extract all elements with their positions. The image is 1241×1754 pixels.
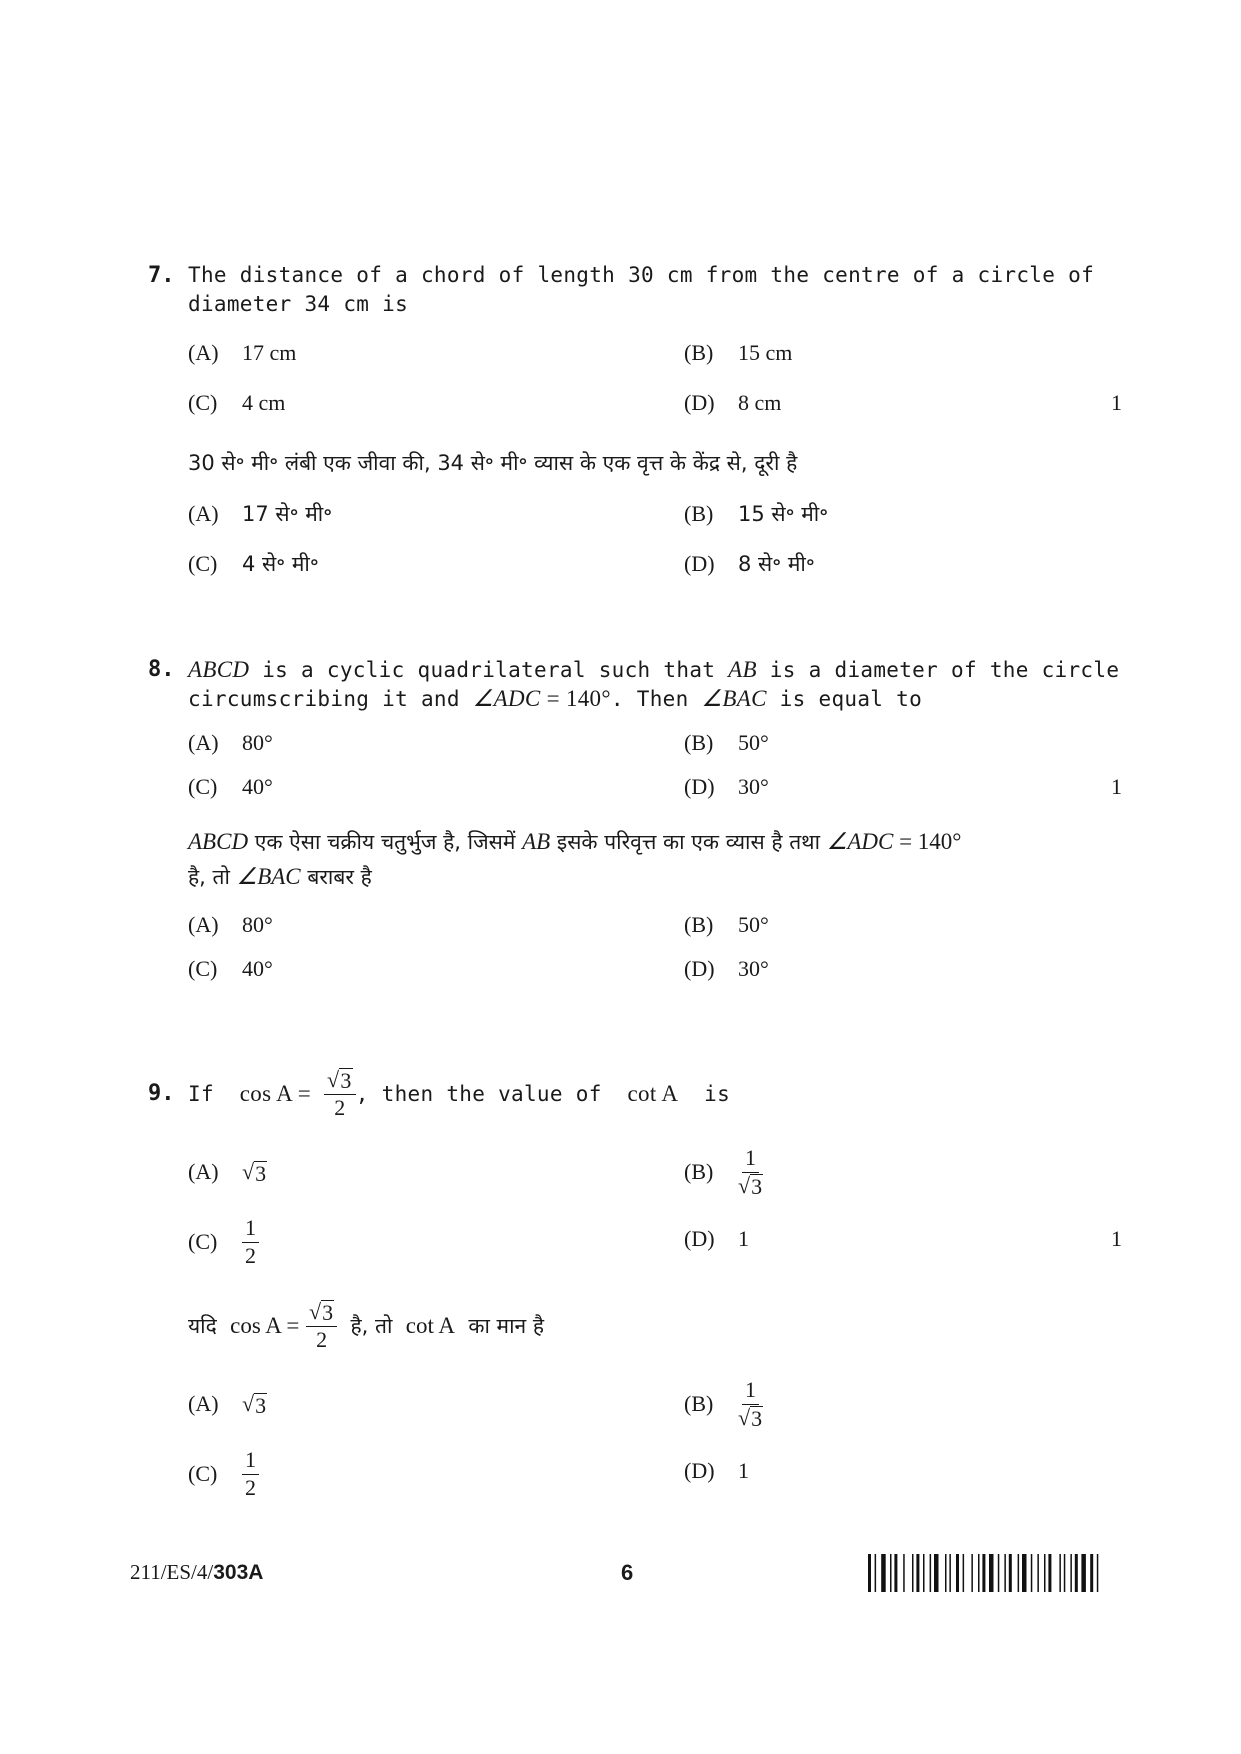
marks: 1 [1111, 390, 1122, 415]
cot-expression: cot A [627, 1081, 679, 1106]
question-text-line-2: circumscribing it and ∠ADC = 140°. Then ∠BAC is equal to [188, 686, 923, 711]
option-c-hindi: (C) 40° [188, 956, 273, 981]
paper-code: 211/ES/4/303A [130, 1560, 264, 1584]
option-a: (A) 17 cm [188, 340, 297, 365]
option-d-hindi: (D) 30° [684, 956, 769, 981]
page-number: 6 [621, 1560, 634, 1585]
option-a-hindi: (A) 17 से॰ मी॰ [188, 501, 333, 526]
question-number: 7. [148, 263, 175, 288]
option-c: (C) $\frac{1}{2}$ [188, 1206, 259, 1278]
option-a-hindi: (A) 80° [188, 912, 273, 937]
option-c: (C) 40° [188, 774, 273, 799]
option-d: (D) 8 cm [684, 390, 782, 415]
barcode [868, 1554, 1136, 1592]
option-a: (A) 80° [188, 730, 273, 755]
question-text-hindi-line-1: ABCD एक ऐसा चक्रीय चतुर्भुज है, जिसमें AB इसके परिवृत्त का एक व्यास है तथा ∠ADC = 140° [188, 829, 962, 854]
option-a: (A) √ 3 [188, 1159, 267, 1186]
question-text: If cos A = √ 3 2 , then the value of cot A is [188, 1067, 731, 1120]
option-b-hindi: (B) 1 √ 3 [684, 1377, 763, 1431]
fraction: √ 3 2 [324, 1068, 356, 1119]
option-b-hindi: (B) 15 से॰ मी॰ [684, 501, 829, 526]
question-text-line-1: ABCD is a cyclic quadrilateral such that AB is a diameter of the circle [188, 657, 1120, 682]
option-d-hindi: (D) 8 से॰ मी॰ [684, 551, 815, 576]
option-a-hindi: (A) √ 3 [188, 1391, 267, 1418]
option-b: (B) 15 cm [684, 340, 793, 365]
option-c-hindi: (C) 4 से॰ मी॰ [188, 551, 319, 576]
marks: 1 [1111, 1226, 1122, 1251]
option-d-hindi: (D) 1 [684, 1458, 749, 1483]
question-text-hindi: 30 से॰ मी॰ लंबी एक जीवा की, 34 से॰ मी॰ व्यास के एक वृत्त के केंद्र से, दूरी है [188, 451, 798, 475]
option-d: (D) 30° [684, 774, 769, 799]
question-text-line-2: diameter 34 cm is [188, 292, 409, 316]
question-number: 8. [148, 657, 175, 682]
cos-expression: cos A = [239, 1081, 312, 1106]
option-c: (C) 4 cm [188, 390, 286, 415]
option-b: (B) 1 √ 3 [684, 1145, 763, 1199]
question-number: 9. [148, 1081, 175, 1106]
option-b-hindi: (B) 50° [684, 912, 769, 937]
question-text-hindi: यदि cos A = √ 3 2 है, तो cot A का मान है [188, 1299, 545, 1352]
option-d: (D) 1 [684, 1226, 749, 1251]
question-text-hindi-line-2: है, तो ∠BAC बराबर है [188, 864, 372, 889]
marks: 1 [1111, 774, 1122, 799]
option-c-hindi: (C) $\frac{1}{2}$ [188, 1438, 259, 1510]
question-text-line-1: The distance of a chord of length 30 cm from the centre of a circle of [188, 263, 1095, 287]
option-b: (B) 50° [684, 730, 769, 755]
